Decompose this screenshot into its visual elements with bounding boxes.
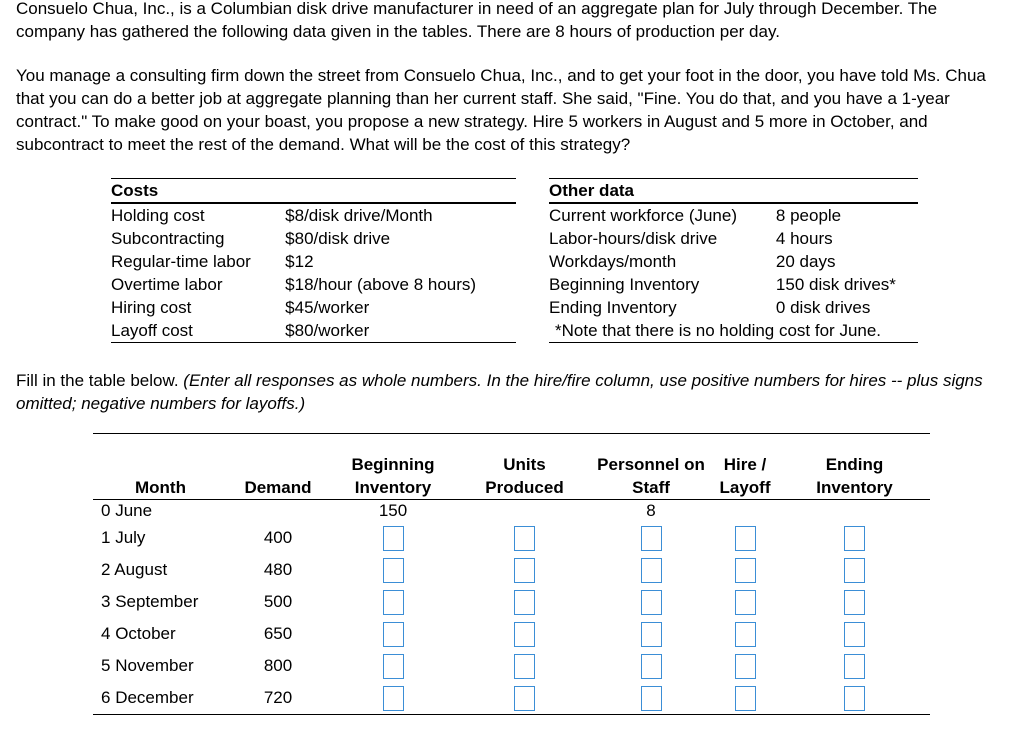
- personnel-input[interactable]: [641, 558, 662, 583]
- beginning-inventory-input[interactable]: [383, 590, 404, 615]
- ending-inventory-cell: [779, 522, 930, 554]
- hire-layoff-cell: [711, 522, 779, 554]
- costs-table: [111, 178, 516, 343]
- holding-cost-note: *Note that there is no holding cost for June.: [555, 321, 882, 340]
- month-name: November: [115, 656, 194, 675]
- units-produced-input[interactable]: [514, 686, 535, 711]
- beginning-inventory-cell: [328, 554, 458, 586]
- table-row: [93, 682, 930, 714]
- beginning-inventory-cell: [328, 650, 458, 682]
- other-label: Ending Inventory: [549, 298, 677, 317]
- table-row: [93, 554, 930, 586]
- month-cell: [93, 682, 228, 714]
- other-label: Labor-hours/disk drive: [549, 229, 718, 248]
- header-line: Hire /: [723, 455, 767, 474]
- cost-value: $12: [285, 252, 314, 271]
- cost-value: $8/disk drive/Month: [285, 206, 433, 225]
- personnel-cell: [591, 586, 711, 618]
- beginning-inventory-cell: [328, 618, 458, 650]
- ending-inventory-input[interactable]: [844, 686, 865, 711]
- units-produced-cell: [458, 618, 591, 650]
- problem-intro: Consuelo Chua, Inc., is a Columbian disk drive manufacturer in need of an aggregate plan for July through December. The company has gathered the following data given in the tables. There are 8 hours of production per day.: [16, 0, 938, 41]
- month-name: June: [115, 501, 153, 520]
- ending-inventory-cell: [779, 586, 930, 618]
- header-line: Staff: [632, 478, 670, 497]
- instructions-lead: Fill in the table below.: [16, 371, 179, 390]
- beginning-inventory-input[interactable]: [383, 622, 404, 647]
- month-cell: [93, 554, 228, 586]
- personnel-cell: [591, 522, 711, 554]
- personnel-input[interactable]: [641, 622, 662, 647]
- units-produced-cell: [458, 500, 591, 523]
- month-name: December: [115, 688, 194, 707]
- month-cell: [93, 618, 228, 650]
- costs-row: [111, 203, 516, 227]
- aggregate-plan-table: [93, 433, 930, 715]
- cost-label: Holding cost: [111, 206, 205, 225]
- month-cell: [93, 500, 228, 523]
- other-data-row: [549, 203, 918, 227]
- personnel-cell: [591, 682, 711, 714]
- beginning-inventory-input[interactable]: [383, 526, 404, 551]
- costs-row: [111, 296, 516, 319]
- beginning-inventory-cell: 150: [378, 501, 408, 520]
- demand-cell: 500: [263, 592, 293, 611]
- other-value: 0 disk drives: [775, 298, 871, 317]
- hire-layoff-input[interactable]: [735, 622, 756, 647]
- beginning-inventory-cell: [328, 522, 458, 554]
- demand-cell: 650: [263, 624, 293, 643]
- cost-label: Subcontracting: [111, 229, 225, 248]
- other-label: Current workforce (June): [549, 206, 738, 225]
- table-row: [93, 618, 930, 650]
- costs-row: [111, 227, 516, 250]
- col-personnel-on-staff: [591, 453, 711, 500]
- month-number: 4: [101, 624, 111, 643]
- ending-inventory-input[interactable]: [844, 654, 865, 679]
- header-line: Units: [503, 455, 546, 474]
- personnel-input[interactable]: [641, 590, 662, 615]
- hire-layoff-cell: [711, 554, 779, 586]
- header-line: Layoff: [719, 478, 771, 497]
- personnel-cell: [591, 554, 711, 586]
- header-line: Ending: [825, 455, 884, 474]
- month-number: 5: [101, 656, 111, 675]
- beginning-inventory-input[interactable]: [383, 686, 404, 711]
- month-number: 1: [101, 528, 111, 547]
- other-data-row: [549, 250, 918, 273]
- ending-inventory-input[interactable]: [844, 590, 865, 615]
- header-line: Inventory: [816, 478, 893, 497]
- other-data-header: Other data: [549, 181, 635, 200]
- other-value: 8 people: [775, 206, 842, 225]
- units-produced-input[interactable]: [514, 526, 535, 551]
- costs-header: Costs: [111, 181, 159, 200]
- demand-cell: 400: [263, 528, 293, 547]
- other-value: 20 days: [775, 252, 836, 271]
- header-line: Personnel on: [597, 455, 705, 474]
- costs-row: [111, 273, 516, 296]
- hire-layoff-cell: [711, 682, 779, 714]
- month-number: 3: [101, 592, 111, 611]
- personnel-input[interactable]: [641, 686, 662, 711]
- units-produced-cell: [458, 650, 591, 682]
- demand-cell: 800: [263, 656, 293, 675]
- ending-inventory-input[interactable]: [844, 622, 865, 647]
- cost-label: Regular-time labor: [111, 252, 251, 271]
- ending-inventory-input[interactable]: [844, 526, 865, 551]
- table-row: [93, 522, 930, 554]
- hire-layoff-cell: [711, 618, 779, 650]
- units-produced-cell: [458, 682, 591, 714]
- instructions: [16, 369, 1006, 415]
- other-value: 4 hours: [775, 229, 833, 248]
- beginning-inventory-cell: [328, 682, 458, 714]
- costs-row: [111, 250, 516, 273]
- month-number: 2: [101, 560, 111, 579]
- other-label: Beginning Inventory: [549, 275, 700, 294]
- units-produced-cell: [458, 522, 591, 554]
- personnel-input[interactable]: [641, 526, 662, 551]
- instructions-note: (Enter all responses as whole numbers. In the hire/fire column, use positive numbers for hires -- plus signs omitted; negative numbers for layoffs.): [16, 371, 983, 413]
- units-produced-input[interactable]: [514, 622, 535, 647]
- ending-inventory-cell: [779, 650, 930, 682]
- other-data-row: [549, 296, 918, 319]
- ending-inventory-cell: [779, 682, 930, 714]
- other-data-row: [549, 227, 918, 250]
- units-produced-input[interactable]: [514, 558, 535, 583]
- table-row: [93, 586, 930, 618]
- month-name: October: [115, 624, 176, 643]
- beginning-inventory-input[interactable]: [383, 558, 404, 583]
- month-name: August: [114, 560, 168, 579]
- hire-layoff-input[interactable]: [735, 686, 756, 711]
- demand-cell: [228, 500, 328, 523]
- demand-cell: 480: [263, 560, 293, 579]
- hire-layoff-input[interactable]: [735, 654, 756, 679]
- month-cell: [93, 522, 228, 554]
- plan-header-row: [93, 453, 930, 500]
- ending-inventory-cell: [779, 554, 930, 586]
- problem-strategy: You manage a consulting firm down the street from Consuelo Chua, Inc., and to get your foot in the door, you have told Ms. Chua that you can do a better job at aggregate planning than her current staff. She said, "Fine. You do that, and you have a 1-year contract." To make good on your boast, you propose a new strategy. Hire 5 workers in August and 5 more in October, and subcontract to meet the rest of the demand. What will be the cost of this strategy?: [16, 66, 986, 154]
- hire-layoff-input[interactable]: [735, 590, 756, 615]
- hire-layoff-cell: [711, 650, 779, 682]
- ending-inventory-cell: [779, 618, 930, 650]
- cost-label: Hiring cost: [111, 298, 192, 317]
- beginning-inventory-input[interactable]: [383, 654, 404, 679]
- table-row: [93, 650, 930, 682]
- other-data-note-row: [549, 319, 918, 343]
- month-cell: [93, 586, 228, 618]
- col-ending-inventory: [779, 453, 930, 500]
- units-produced-cell: [458, 586, 591, 618]
- col-month: Month: [93, 453, 228, 500]
- beginning-inventory-cell: [328, 586, 458, 618]
- month-number: 6: [101, 688, 111, 707]
- col-beginning-inventory: [328, 453, 458, 500]
- table-row: [93, 500, 930, 523]
- header-line: Beginning: [351, 455, 435, 474]
- other-data-row: [549, 273, 918, 296]
- other-label: Workdays/month: [549, 252, 677, 271]
- cost-value: $80/worker: [285, 321, 370, 340]
- cost-label: Layoff cost: [111, 321, 193, 340]
- other-value: 150 disk drives*: [775, 275, 896, 294]
- personnel-input[interactable]: [641, 654, 662, 679]
- units-produced-cell: [458, 554, 591, 586]
- other-data-table: [549, 178, 918, 343]
- month-name: September: [115, 592, 199, 611]
- hire-layoff-input[interactable]: [735, 526, 756, 551]
- header-line: Inventory: [354, 478, 432, 497]
- hire-layoff-input[interactable]: [735, 558, 756, 583]
- header-line: Produced: [485, 478, 564, 497]
- cost-label: Overtime labor: [111, 275, 223, 294]
- ending-inventory-cell: [779, 500, 930, 523]
- personnel-cell: [591, 650, 711, 682]
- col-hire-layoff: [711, 453, 779, 500]
- month-cell: [93, 650, 228, 682]
- ending-inventory-input[interactable]: [844, 558, 865, 583]
- hire-layoff-cell: [711, 500, 779, 523]
- cost-value: $45/worker: [285, 298, 370, 317]
- cost-value: $80/disk drive: [285, 229, 391, 248]
- units-produced-input[interactable]: [514, 654, 535, 679]
- col-demand: Demand: [228, 453, 328, 500]
- units-produced-input[interactable]: [514, 590, 535, 615]
- cost-value: $18/hour (above 8 hours): [285, 275, 477, 294]
- personnel-cell: [591, 618, 711, 650]
- costs-row: [111, 319, 516, 343]
- col-units-produced: [458, 453, 591, 500]
- personnel-cell: 8: [646, 501, 656, 520]
- hire-layoff-cell: [711, 586, 779, 618]
- demand-cell: 720: [263, 688, 293, 707]
- month-number: 0: [101, 501, 111, 520]
- month-name: July: [115, 528, 146, 547]
